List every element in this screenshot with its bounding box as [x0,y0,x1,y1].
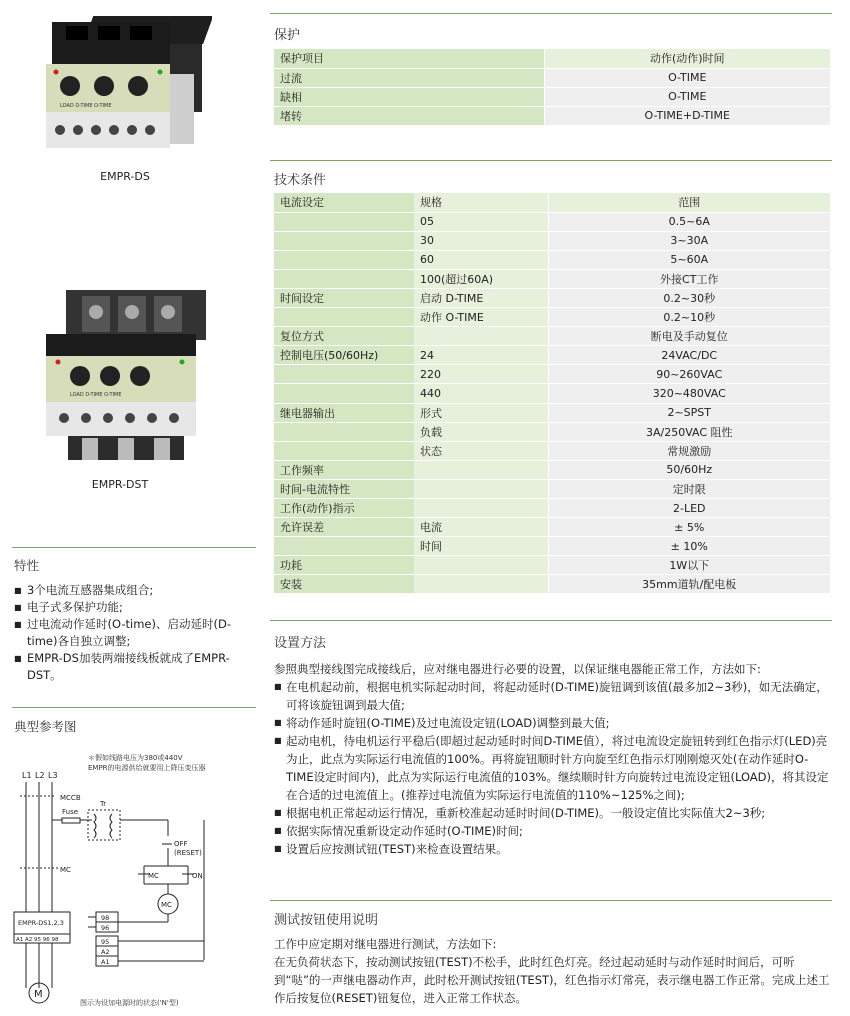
wiring-footer-note: 图示为设加电源时的状态('N'型) [80,999,179,1007]
wiring-note-1: ＊假如线路电压为380或440V [88,754,183,762]
table-row [274,460,830,479]
table-cell: 电流 [414,518,548,537]
tech-title: 技术条件 [274,173,327,188]
table-cell [274,308,414,327]
table-cell: 320~480VAC [548,384,830,403]
setup-step: ■ 依据实际情况重新设定动作延时(O-TIME)时间; [274,822,834,840]
table-cell: 范围 [548,193,830,212]
terminal-98: 98 [101,914,110,922]
table-cell [414,556,548,575]
wiring-note-2: EMPR的电源供给就要用上降压变压器 [88,764,206,772]
setup-intro: 参照典型接线图完成接线后，应对继电器进行必要的设置，以保证继电器能正常工作，方法如下: [274,662,761,676]
table-cell [274,269,414,288]
terminal-96: 96 [101,924,110,932]
table-cell: 状态 [414,441,548,460]
mc-holding-contact-label: MC [148,872,159,880]
table-cell: 规格 [414,193,548,212]
table-row [274,365,830,384]
table-cell: 过流 [274,68,544,87]
table-cell: 工作(动作)指示 [274,499,414,518]
table-cell: 保护项目 [274,49,544,68]
empr-dst-dial-labels: LOAD D-TIME O-TIME [70,392,122,398]
table-row [274,250,830,269]
table-row [274,68,830,87]
table-cell: 断电及手动复位 [548,327,830,346]
table-cell: 工作频率 [274,460,414,479]
table-cell: 2-LED [548,499,830,518]
table-cell: 功耗 [274,556,414,575]
table-cell: 启动 D-TIME [414,288,548,307]
table-cell: 24VAC/DC [548,346,830,365]
table-row [274,384,830,403]
table-cell: ± 5% [548,518,830,537]
empr-ds-caption: EMPR-DS [100,170,150,183]
table-row [274,346,830,365]
table-cell: 外接CT工作 [548,269,830,288]
tech-rule [270,160,832,161]
table-cell: 负载 [414,422,548,441]
setup-step: ■ 设置后应按测试钮(TEST)来检查设置结果。 [274,840,834,858]
table-row [274,212,830,231]
table-row [274,231,830,250]
test-body: 在无负荷状态下，按动测试按钮(TEST)不松手，此时红色灯亮。经过起动延时与动作延时时间后，可听到“哒”的一声继电器动作声，此时松开测试按钮(TEST)，红色指示灯常亮，表示继电器工作正常。完成上述工作后按复位(RESET)钮复位，进入正常工作状态。 [274,955,830,1005]
reset-label: (RESET) [174,849,202,857]
table-cell: 220 [414,365,548,384]
table-row [274,106,830,125]
phase-l1-label: L1 [22,771,32,780]
table-cell: 1W以下 [548,556,830,575]
table-cell: 常规激励 [548,441,830,460]
table-cell: 动作 O-TIME [414,308,548,327]
table-cell [274,384,414,403]
table-row [274,479,830,498]
table-cell: 缺相 [274,87,544,106]
motor-label: M [34,989,43,1000]
test-title: 测试按钮使用说明 [274,913,379,928]
empr-dst-caption: EMPR-DST [91,478,149,491]
fuse-label: Fuse [62,808,79,816]
table-cell: 时间设定 [274,288,414,307]
table-cell: 3A/250VAC 阻性 [548,422,830,441]
wiring-title: 典型参考图 [14,719,77,734]
table-row [274,49,830,68]
table-cell [414,479,548,498]
table-cell: 05 [414,212,548,231]
table-cell [274,365,414,384]
table-cell [414,460,548,479]
table-cell [274,250,414,269]
table-cell [414,327,548,346]
table-cell: 2~SPST [548,403,830,422]
feature-item: ■ EMPR-DS加装两端接线板就成了EMPR-DST。 [14,650,258,684]
table-cell [274,231,414,250]
left-column [0,0,258,1016]
empr-ds-dial-labels: LOAD D-TIME O-TIME [60,103,112,109]
table-cell: 安装 [274,575,414,594]
test-intro: 工作中应定期对继电器进行测试，方法如下: [274,937,497,951]
table-cell: 0.2~10秒 [548,308,830,327]
table-row [274,441,830,460]
table-cell [274,441,414,460]
off-button-label: OFF [174,840,188,848]
phase-l3-label: L3 [48,771,58,780]
table-cell: O-TIME+D-TIME [544,106,830,125]
table-cell: 控制电压(50/60Hz) [274,346,414,365]
protection-table [274,49,830,126]
table-cell: 3~30A [548,231,830,250]
test-rule [270,900,832,901]
features-title: 特性 [14,558,40,573]
table-cell: O-TIME [544,87,830,106]
setup-step: ■ 根据电机正常起动运行情况，重新校准起动延时时间(D-TIME)。一般设定值比实际值大2~3秒; [274,804,834,822]
table-row [274,422,830,441]
table-row [274,269,830,288]
table-cell: 时间-电流特性 [274,479,414,498]
table-cell: 30 [414,231,548,250]
table-cell: ± 10% [548,537,830,556]
table-cell: 时间 [414,537,548,556]
features-list [14,582,258,684]
terminal-a2: A2 [101,948,110,956]
empr-device-terminals: A1 A2 95 96 98 [16,937,59,943]
table-cell: 24 [414,346,548,365]
on-button-label: ON [192,872,203,880]
table-row [274,518,830,537]
table-cell: 5~60A [548,250,830,269]
phase-l2-label: L2 [35,771,45,780]
table-row [274,556,830,575]
setup-step: ■ 起动电机，待电机运行平稳后(即超过起动延时时间D-TIME值），将过电流设定旋钮转到红色指示灯(LED)亮为止，此点为实际运行电流值的100%。再将旋钮顺时针方向旋至红色指示灯刚刚熄灭处(在动作延时O-TIME设定时间内)，此点为实际运行电流值的103%。继续顺时针方向旋转过电流设定钮(LOAD)，将其设定在合适的过电流值上。(推荐过电流值为实际运行电流值的110%~125%之间); [274,732,834,804]
table-cell: 100(超过60A) [414,269,548,288]
table-cell: 继电器输出 [274,403,414,422]
terminal-95: 95 [101,938,110,946]
empr-device-label: EMPR-DS1,2,3 [18,919,64,927]
table-row [274,403,830,422]
feature-item: ■ 3个电流互感器集成组合; [14,582,258,599]
wiring-diagram [8,748,256,1012]
table-row [274,308,830,327]
protection-rule [270,13,832,14]
table-cell: 440 [414,384,548,403]
table-cell [274,422,414,441]
table-cell [414,499,548,518]
wiring-rule [12,707,256,708]
protection-title: 保护 [274,28,301,43]
setup-step: ■ 将动作延时旋钮(O-TIME)及过电流设定钮(LOAD)调整到最大值; [274,714,834,732]
table-row [274,537,830,556]
table-cell [414,575,548,594]
table-row [274,288,830,307]
table-cell: 0.2~30秒 [548,288,830,307]
table-cell: 复位方式 [274,327,414,346]
setup-step: ■ 在电机起动前，根据电机实际起动时间，将起动延时(D-TIME)旋钮调到该值(最多加2~3秒)，如无法确定，可将该旋钮调到最大值; [274,678,834,714]
table-row [274,575,830,594]
features-rule [12,547,256,548]
table-cell: 允许误差 [274,518,414,537]
transformer-label: Tr [100,800,107,808]
setup-list [274,678,834,858]
mccb-label: MCCB [60,794,81,802]
terminal-a1: A1 [101,958,110,966]
mc-coil-label: MC [161,901,172,909]
table-cell: 堵转 [274,106,544,125]
table-cell: O-TIME [544,68,830,87]
setup-title: 设置方法 [274,636,327,651]
table-cell: 35mm道轨/配电板 [548,575,830,594]
empr-ds-image [42,14,212,154]
table-cell: 定时限 [548,479,830,498]
table-cell: 动作(动作)时间 [544,49,830,68]
table-cell: 0.5~6A [548,212,830,231]
table-cell: 90~260VAC [548,365,830,384]
table-cell: 形式 [414,403,548,422]
table-cell: 60 [414,250,548,269]
tech-table [274,193,830,594]
table-row [274,193,830,212]
feature-item: ■ 电子式多保护功能; [14,599,258,616]
table-row [274,499,830,518]
feature-item: ■ 过电流动作延时(O-time)、启动延时(D-time)各自独立调整; [14,616,258,650]
empr-dst-image [42,288,212,463]
table-cell [274,212,414,231]
table-cell: 50/60Hz [548,460,830,479]
table-row [274,87,830,106]
table-row [274,327,830,346]
table-cell [274,537,414,556]
setup-rule [270,620,832,621]
table-cell: 电流设定 [274,193,414,212]
mc-main-contact-label: MC [60,866,71,874]
